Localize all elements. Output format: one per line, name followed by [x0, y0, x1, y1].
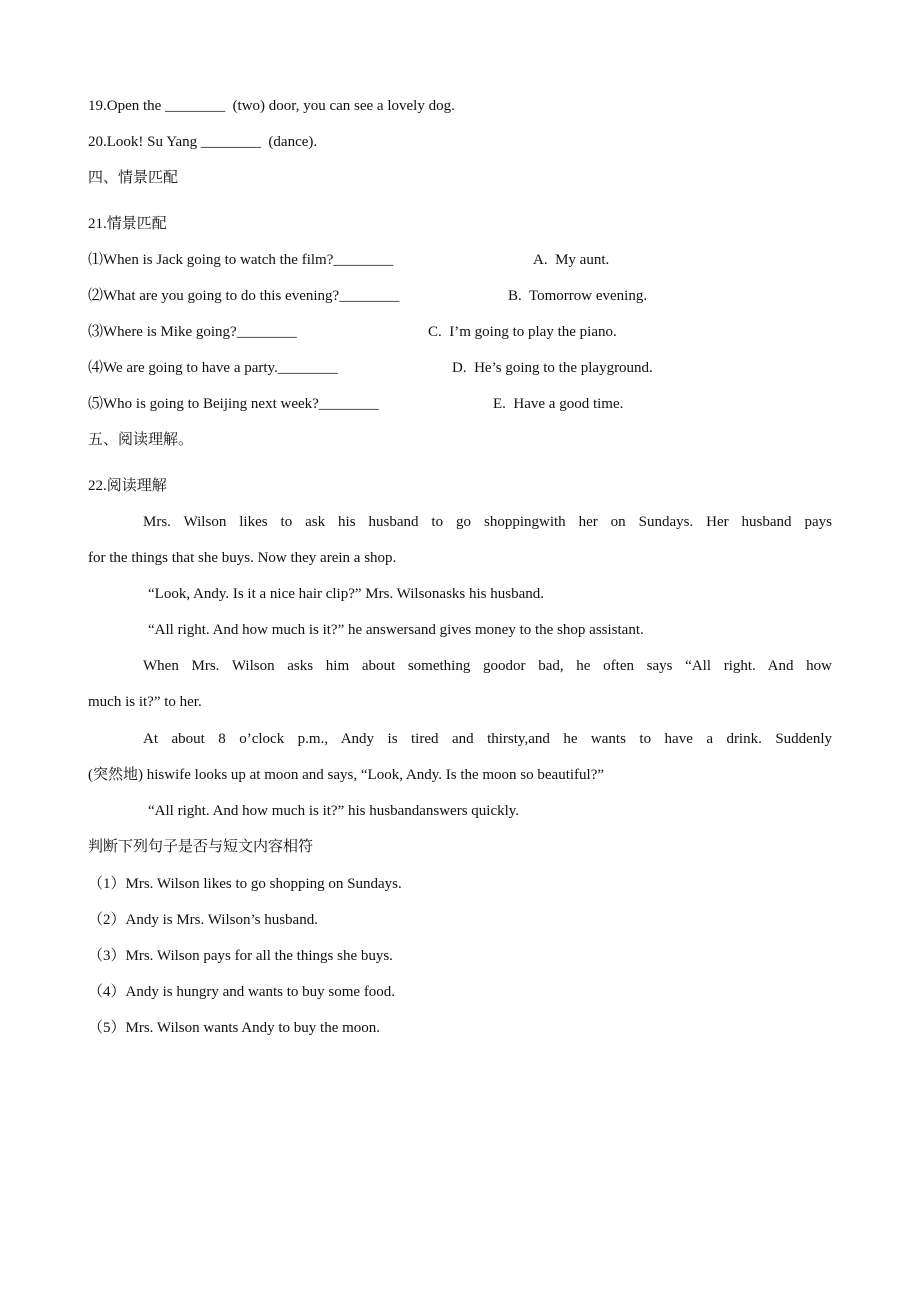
statement: （4）Andy is hungry and wants to buy some food.	[88, 984, 396, 1000]
question-21-title: 21.情景匹配	[88, 216, 167, 232]
passage-line: “All right. And how much is it?” he answersand gives money to the shop assistant.	[148, 622, 644, 638]
statement: （2）Andy is Mrs. Wilson’s husband.	[88, 912, 318, 928]
section-heading-reading: 五、阅读理解。	[88, 432, 194, 448]
matching-question: ⑵What are you going to do this evening?________	[88, 288, 400, 304]
section-heading-matching: 四、情景匹配	[88, 170, 179, 186]
passage-line: “Look, Andy. Is it a nice hair clip?” Mrs. Wilsonasks his husband.	[148, 586, 544, 602]
passage-line: At about 8 o’clock p.m., Andy is tired and thirsty,and he wants to have a drink. Suddenly	[143, 731, 832, 747]
question-20: 20.Look! Su Yang ________ (dance).	[88, 134, 318, 150]
matching-question: ⑴When is Jack going to watch the film?________	[88, 252, 394, 268]
passage-line: Mrs. Wilson likes to ask his husband to go shoppingwith her on Sundays. Her husband pays	[143, 514, 832, 530]
matching-answer: C. I’m going to play the piano.	[428, 324, 617, 340]
matching-answer: B. Tomorrow evening.	[508, 288, 648, 304]
matching-question: ⑶Where is Mike going?________	[88, 324, 297, 340]
true-false-instruction: 判断下列句子是否与短文内容相符	[88, 839, 314, 855]
statement: （1）Mrs. Wilson likes to go shopping on Sundays.	[88, 876, 402, 892]
matching-answer: A. My aunt.	[533, 252, 610, 268]
passage-line: “All right. And how much is it?” his husbandanswers quickly.	[148, 803, 520, 819]
matching-answer: D. He’s going to the playground.	[452, 360, 653, 376]
passage-line: (突然地) hiswife looks up at moon and says, “Look, Andy. Is the moon so beautiful?”	[88, 767, 605, 783]
statement: （5）Mrs. Wilson wants Andy to buy the moon.	[88, 1020, 381, 1036]
question-22-title: 22.阅读理解	[88, 478, 167, 494]
question-19: 19.Open the ________ (two) door, you can see a lovely dog.	[88, 98, 455, 114]
passage-line: When Mrs. Wilson asks him about something goodor bad, he often says “All right. And how	[143, 658, 832, 674]
statement: （3）Mrs. Wilson pays for all the things she buys.	[88, 948, 393, 964]
matching-question: ⑷We are going to have a party.________	[88, 360, 338, 376]
matching-question: ⑸Who is going to Beijing next week?________	[88, 396, 379, 412]
passage-line: for the things that she buys. Now they arein a shop.	[88, 550, 397, 566]
matching-answer: E. Have a good time.	[493, 396, 624, 412]
passage-line: much is it?” to her.	[88, 694, 202, 710]
